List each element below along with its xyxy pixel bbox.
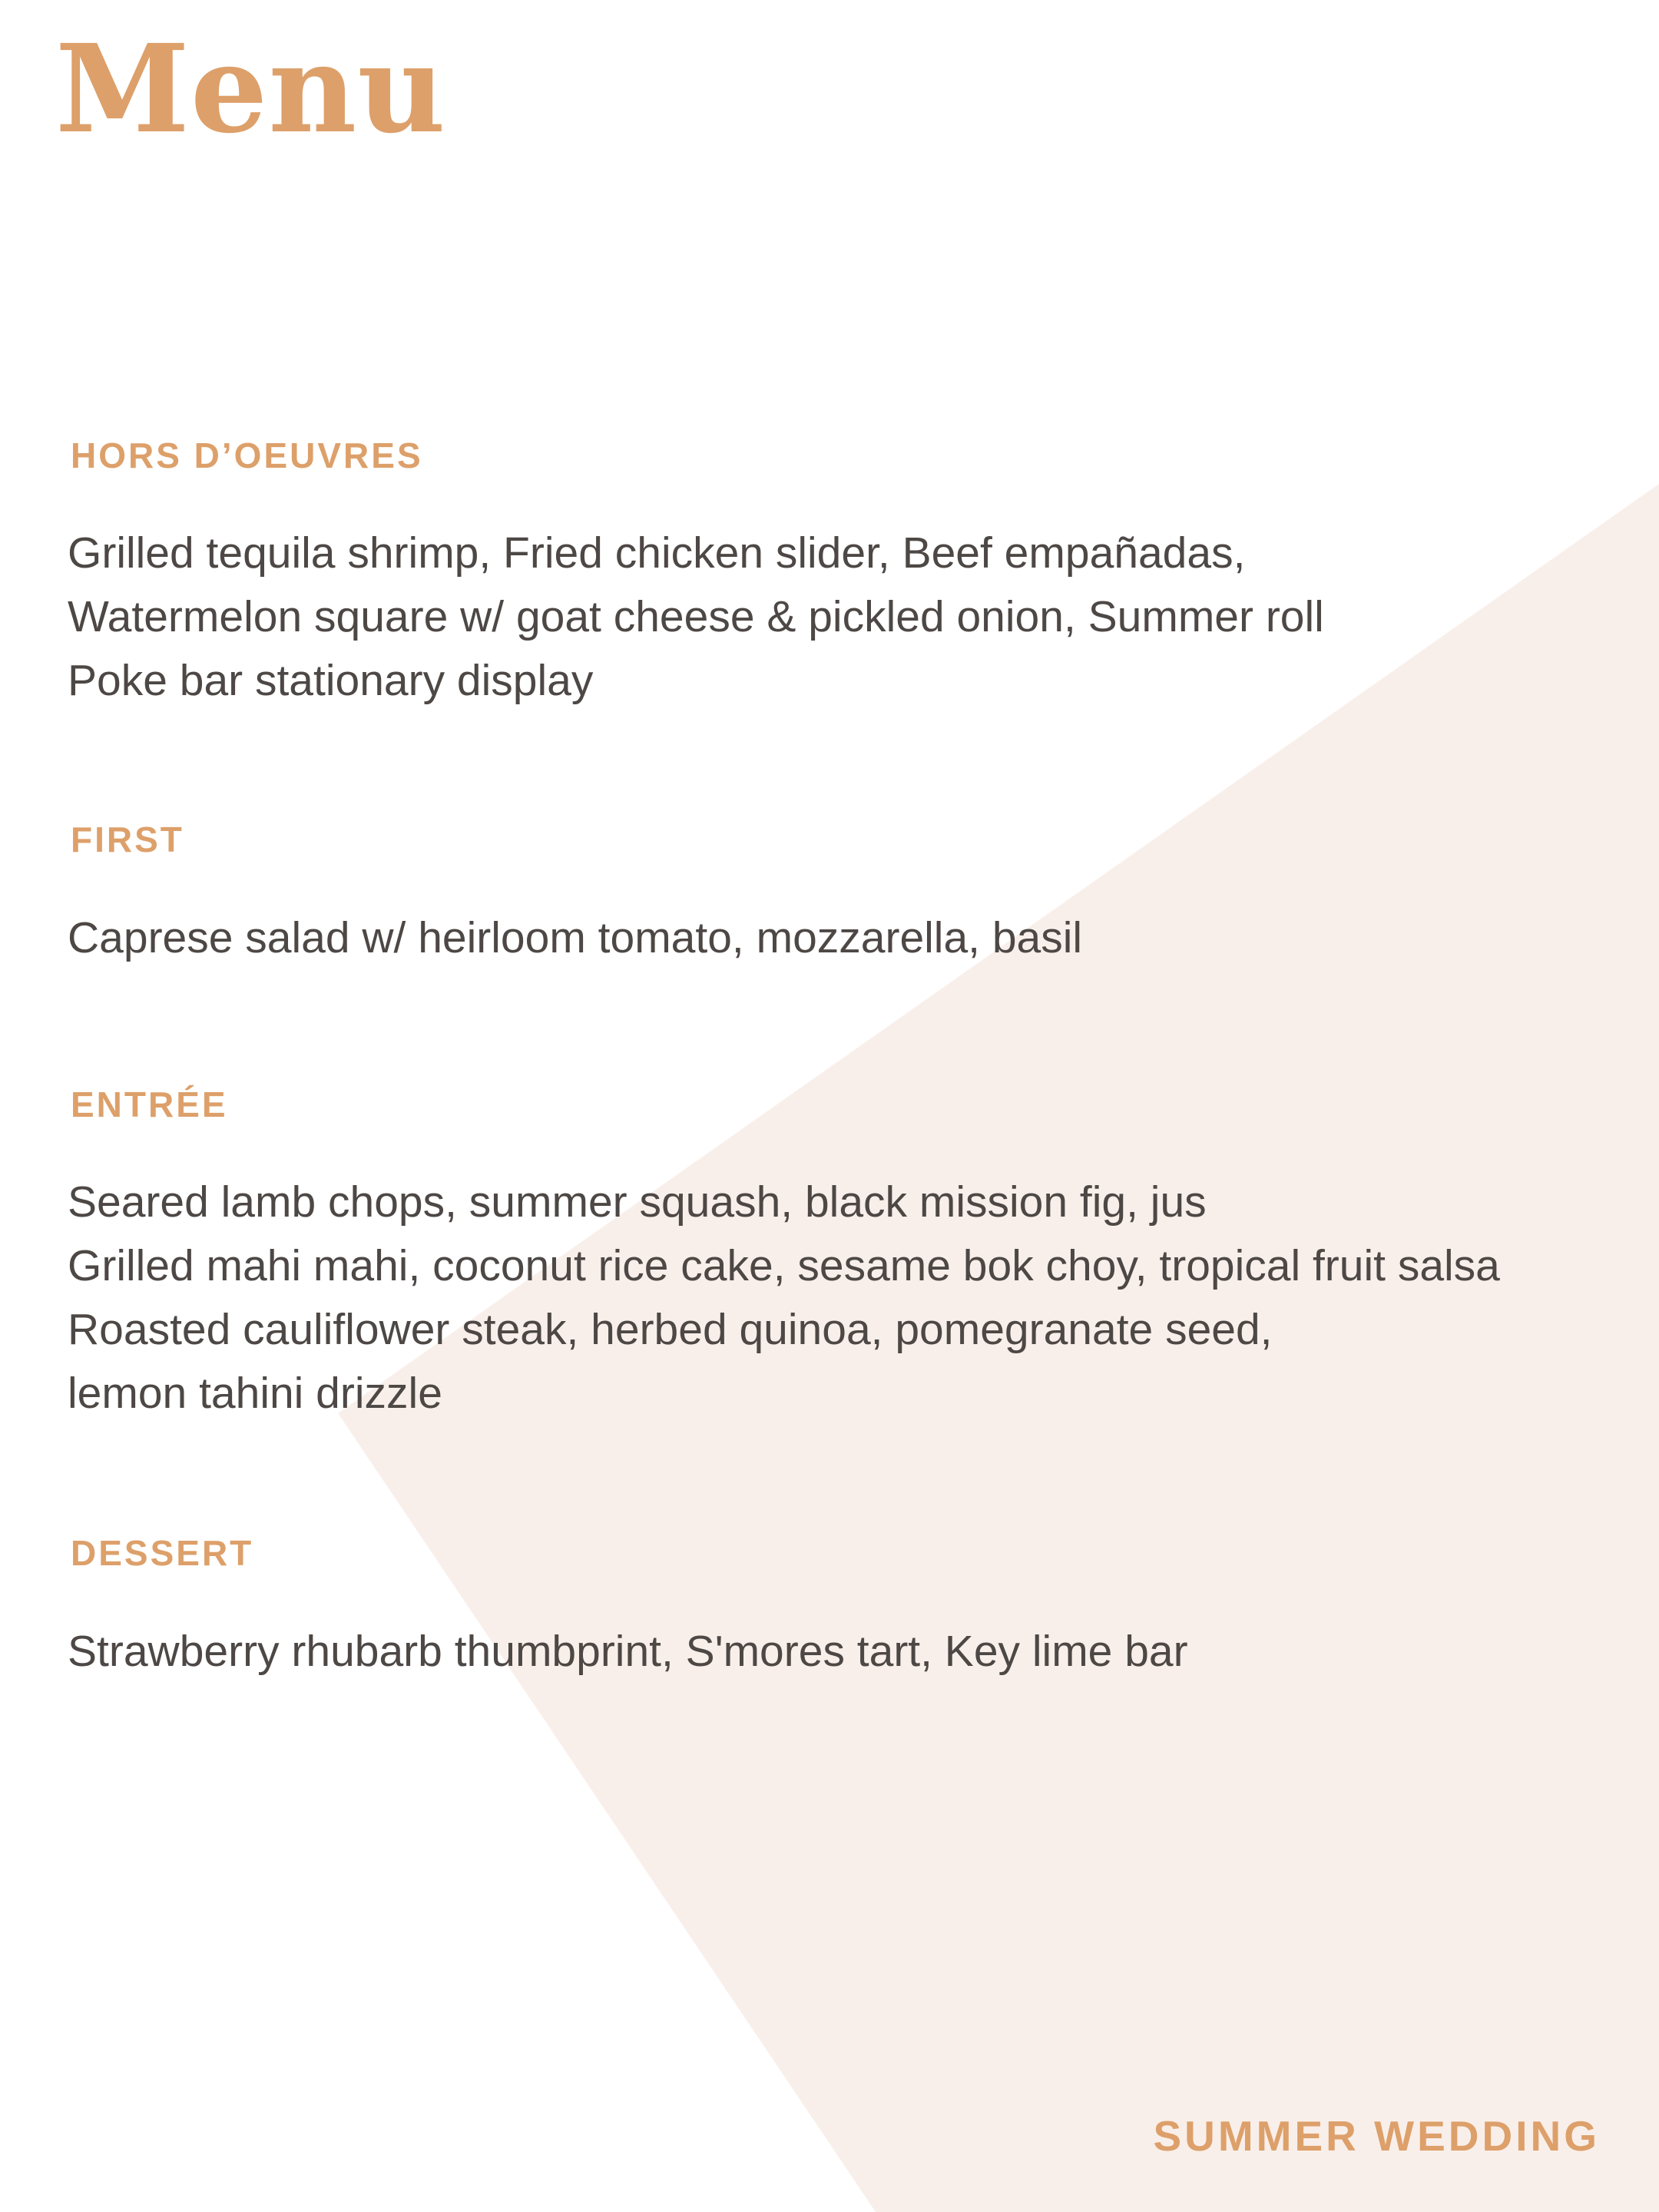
section-heading-first: FIRST — [71, 820, 184, 859]
menu-item-line: Grilled mahi mahi, coconut rice cake, sesame bok choy, tropical fruit salsa — [68, 1241, 1500, 1290]
page-title: Menu — [55, 18, 447, 161]
menu-item-line: Seared lamb chops, summer squash, black mission fig, jus — [68, 1177, 1207, 1227]
menu-item-line: Grilled tequila shrimp, Fried chicken slider, Beef empañadas, — [68, 528, 1246, 578]
section-items-hors-doeuvres — [68, 522, 1324, 713]
menu-item-line: Caprese salad w/ heirloom tomato, mozzarella, basil — [68, 913, 1083, 962]
menu-item-line: Watermelon square w/ goat cheese & pickled onion, Summer roll — [68, 592, 1324, 641]
section-items-dessert — [68, 1620, 1188, 1684]
menu-item-line: Roasted cauliflower steak, herbed quinoa, pomegranate seed, — [68, 1305, 1273, 1354]
menu-item-line: lemon tahini drizzle — [68, 1369, 442, 1418]
menu-item-line: Strawberry rhubarb thumbprint, S'mores tart, Key lime bar — [68, 1627, 1188, 1676]
section-heading-dessert: DESSERT — [71, 1533, 254, 1573]
section-items-entree — [68, 1171, 1500, 1426]
section-heading-entree: ENTRÉE — [71, 1084, 228, 1124]
footer-event-title: SUMMER WEDDING — [1153, 2112, 1600, 2160]
section-items-first — [68, 906, 1082, 970]
section-heading-hors-doeuvres: HORS D’OEUVRES — [71, 435, 423, 475]
menu-item-line: Poke bar stationary display — [68, 656, 594, 705]
